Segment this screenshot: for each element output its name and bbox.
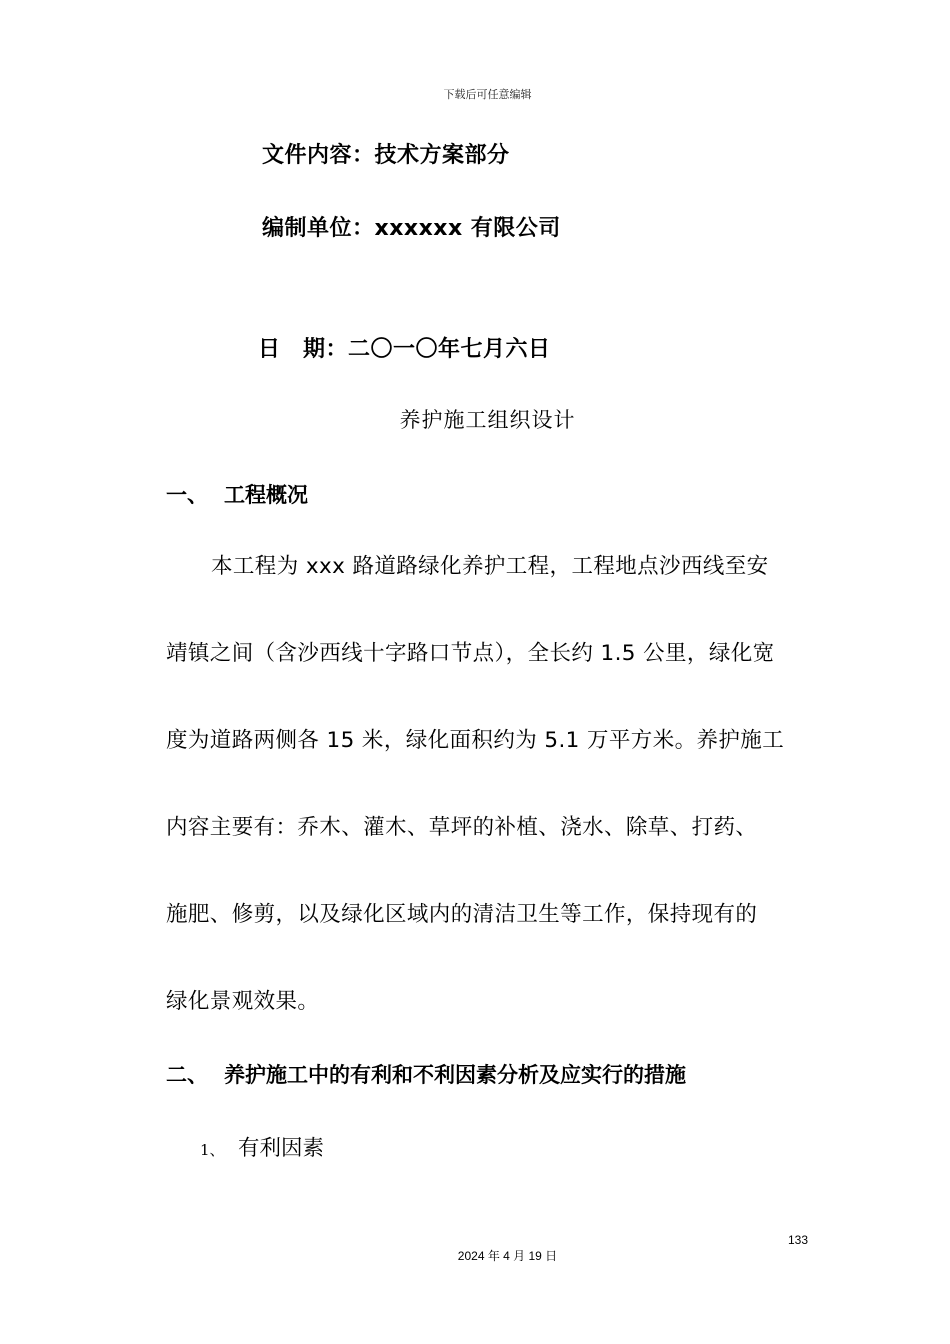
footer-date: 2024 年 4 月 19 日 (457, 1249, 558, 1263)
paragraph-line: 施肥、修剪，以及绿化区域内的清洁卫生等工作，保持现有的 (166, 902, 758, 927)
paragraph-line: 本工程为 xxx 路道路绿化养护工程，工程地点沙西线至安 (211, 554, 769, 579)
meta-date: 日 期：二〇一〇年七月六日 (258, 337, 551, 362)
header-note: 下载后可任意编辑 (443, 88, 532, 101)
document-title: 养护施工组织设计 (399, 408, 576, 432)
paragraph-line: 绿化景观效果。 (166, 989, 320, 1014)
section-heading-analysis (166, 1059, 686, 1089)
meta-compiling-unit: 编制单位：xxxxxx 有限公司 (262, 216, 561, 241)
subheading-favorable-factors (200, 1131, 324, 1162)
section-title: 养护施工中的有利和不利因素分析及应实行的措施 (224, 1063, 686, 1087)
paragraph-line: 内容主要有：乔木、灌木、草坪的补植、浇水、除草、打药、 (166, 815, 758, 840)
section-heading-overview (166, 479, 308, 509)
page-number: 133 (787, 1233, 808, 1247)
meta-file-content: 文件内容：技术方案部分 (262, 143, 510, 168)
section-title: 工程概况 (224, 483, 308, 507)
section-number: 一、 (166, 483, 208, 507)
paragraph-line: 靖镇之间（含沙西线十字路口节点），全长约 1.5 公里，绿化宽 (166, 641, 775, 666)
section-number: 二、 (166, 1063, 208, 1087)
subheading-number: 1、 (200, 1141, 225, 1159)
subheading-label: 有利因素 (238, 1136, 325, 1161)
paragraph-line: 度为道路两侧各 15 米，绿化面积约为 5.1 万平方米。养护施工 (166, 728, 785, 753)
